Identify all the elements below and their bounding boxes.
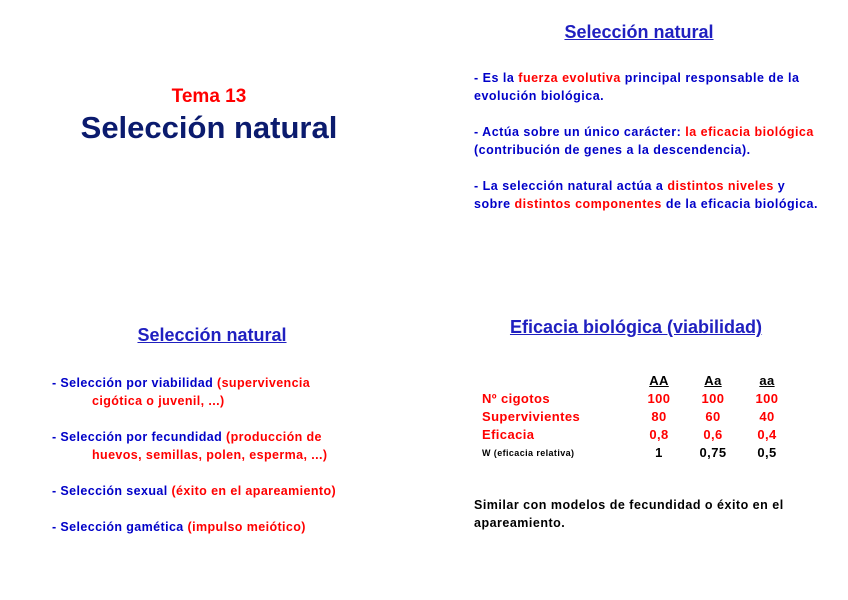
slide2-paragraph-1 <box>474 69 824 105</box>
slide2-heading: Selección natural <box>564 22 714 42</box>
table-cell: 0,4 <box>757 427 777 442</box>
fitness-table <box>482 372 794 462</box>
fitness-note: Similar con modelos de fecundidad o éxito en el apareamiento. <box>474 498 784 530</box>
row-label: Supervivientes <box>482 409 581 424</box>
slide4-heading: Eficacia biológica (viabilidad) <box>509 317 763 337</box>
fitness-table-wrap <box>482 372 794 462</box>
table-header-row <box>482 372 794 390</box>
text-segment: y sobre <box>474 179 786 211</box>
text-segment: (producción de <box>226 430 322 444</box>
text-segment: de la eficacia biológica. <box>661 197 818 211</box>
text-segment: principal responsable de la evolución biológica. <box>474 71 800 103</box>
text-segment: - Selección sexual <box>52 484 172 498</box>
text-segment: (contribución de genes a la descendencia). <box>474 143 751 157</box>
text-segment: fuerza evolutiva <box>518 71 621 85</box>
list-item-line <box>52 518 422 536</box>
text-segment: - Actúa sobre un único carácter: <box>474 125 686 139</box>
table-cell: 40 <box>759 409 775 424</box>
text-segment: - Selección por fecundidad <box>52 430 227 444</box>
table-cell: 60 <box>705 409 721 424</box>
slide2-body <box>474 69 824 213</box>
list-item-sexual <box>52 482 422 500</box>
list-item-line <box>52 374 422 392</box>
text-segment: - Es la <box>474 71 519 85</box>
table-cell: 0,5 <box>757 445 777 460</box>
row-label: Nº cigotos <box>482 391 550 406</box>
text-segment: cigótica o juvenil, ...) <box>92 394 225 408</box>
slide3-heading: Selección natural <box>137 325 287 345</box>
table-cell: 100 <box>647 391 671 406</box>
table-cell: 100 <box>755 391 779 406</box>
text-segment: - Selección por viabilidad <box>52 376 218 390</box>
text-segment: (impulso meiótico) <box>187 520 306 534</box>
genotype-header: AA <box>649 373 669 388</box>
text-segment: (éxito en el apareamiento) <box>171 484 337 498</box>
text-segment: la eficacia biológica <box>685 125 814 139</box>
text-segment: - La selección natural actúa a <box>474 179 668 193</box>
genotype-header: aa <box>759 373 775 388</box>
table-row <box>482 426 794 444</box>
tema-label: Tema 13 <box>171 86 247 107</box>
list-item-continuation <box>52 446 422 464</box>
text-segment: distintos niveles <box>667 179 774 193</box>
main-title: Selección natural <box>80 110 338 145</box>
table-row <box>482 444 794 462</box>
table-cell: 100 <box>701 391 725 406</box>
slide2-paragraph-2 <box>474 123 824 159</box>
list-item-gametica <box>52 518 422 536</box>
list-item-line <box>52 428 422 446</box>
list-item-viabilidad <box>52 374 422 410</box>
list-item-fecundidad <box>52 428 422 464</box>
list-item-line <box>52 482 422 500</box>
table-cell: 0,6 <box>703 427 723 442</box>
text-segment: huevos, semillas, polen, esperma, ...) <box>92 448 328 462</box>
genotype-header: Aa <box>704 373 722 388</box>
selection-types-list <box>52 374 422 536</box>
table-cell: 0,8 <box>649 427 669 442</box>
list-item-continuation <box>52 392 422 410</box>
table-cell: 0,75 <box>699 445 727 460</box>
table-row <box>482 390 794 408</box>
table-row <box>482 408 794 426</box>
slide2-paragraph-3 <box>474 177 824 213</box>
row-label: W (eficacia relativa) <box>482 448 575 458</box>
text-segment: (supervivencia <box>217 376 311 390</box>
table-corner-cell <box>482 372 632 390</box>
text-segment: - Selección gamética <box>52 520 188 534</box>
text-segment: distintos componentes <box>514 197 662 211</box>
row-label: Eficacia <box>482 427 535 442</box>
table-cell: 80 <box>651 409 667 424</box>
table-cell: 1 <box>655 445 663 460</box>
